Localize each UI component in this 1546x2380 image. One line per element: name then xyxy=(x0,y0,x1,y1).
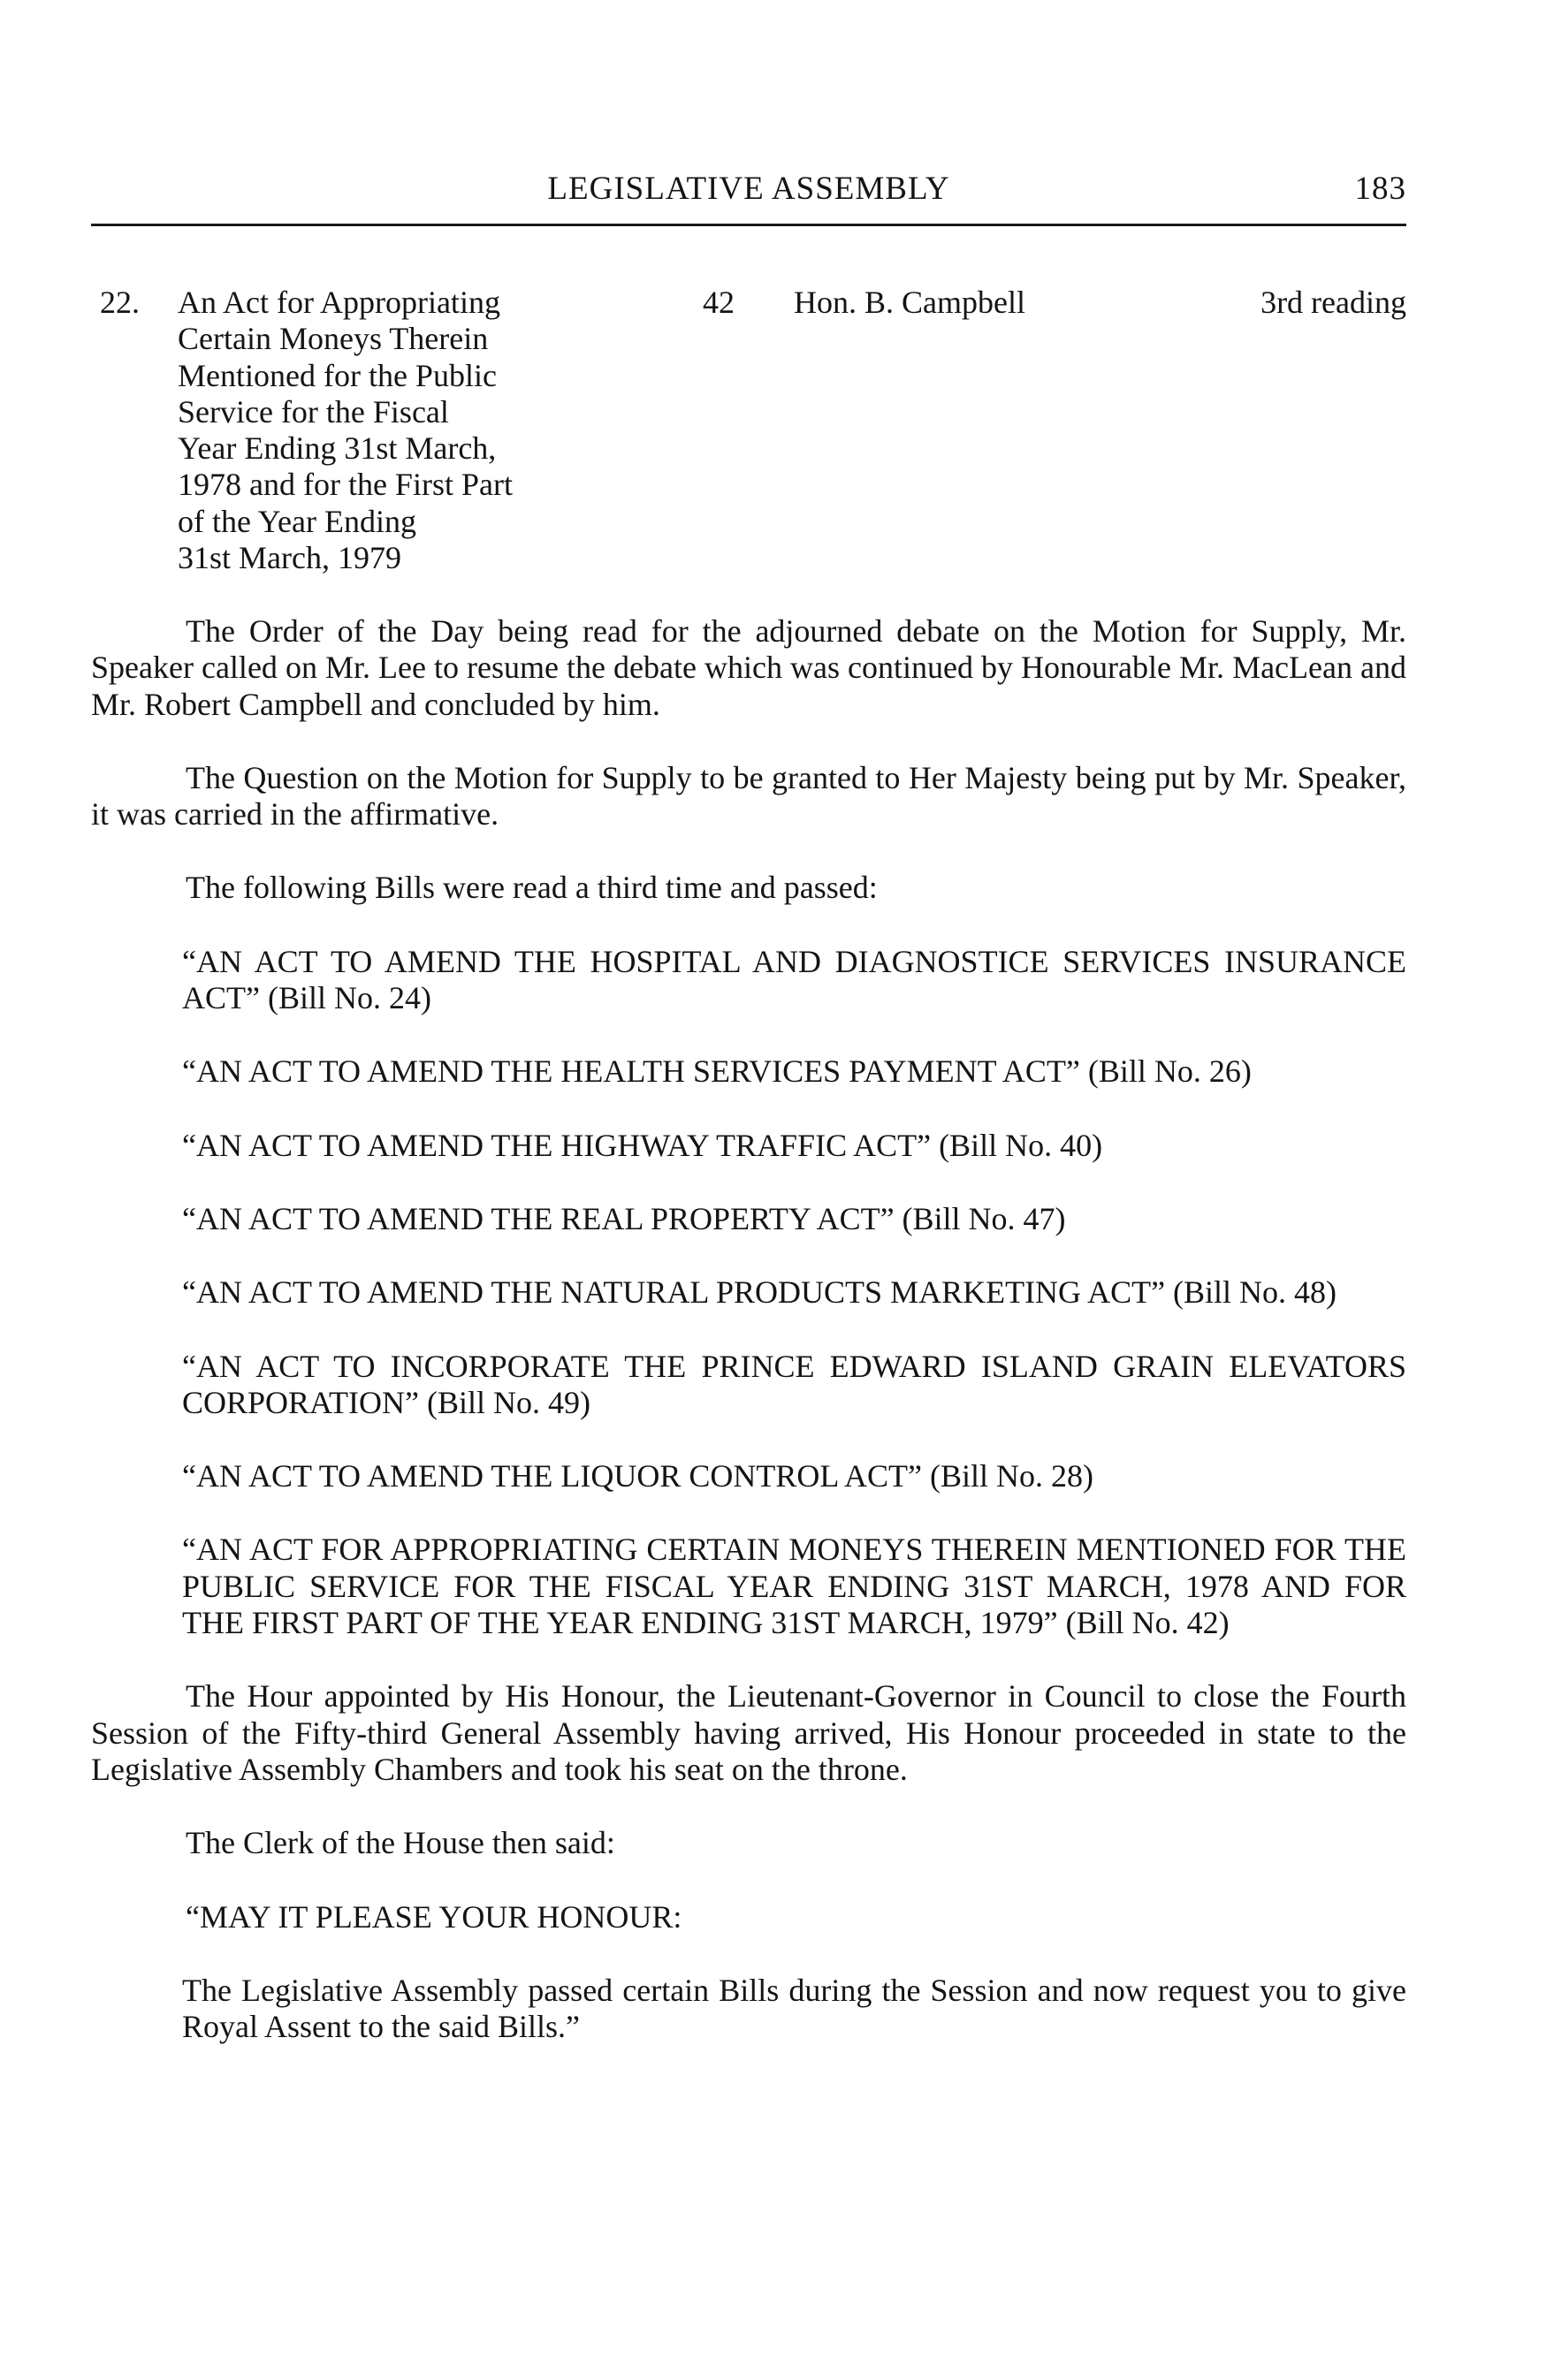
paragraph-hour-appointed: The Hour appointed by His Honour, the Lieutenant-Governor in Council to close the Fourth Session of the Fifty-third General Assembly having arrived, His Honour proceeded in state to the Legislative Assembly Chambers and took his seat on the throne. xyxy=(91,1678,1406,1787)
bill-entry-title xyxy=(178,285,726,576)
passed-bill-item: “AN ACT TO AMEND THE LIQUOR CONTROL ACT” (Bill No. 28) xyxy=(182,1458,1093,1494)
bill-entry-title-line: An Act for Appropriating xyxy=(178,285,500,320)
bill-entry-title-line: 1978 and for the First Part xyxy=(178,467,513,503)
bill-entry-title-line: Year Ending 31st March, xyxy=(178,430,497,467)
bill-entry-number: 22. xyxy=(100,285,140,320)
paragraph-clerk-said: The Clerk of the House then said: xyxy=(186,1825,615,1861)
paragraph-bills-intro: The following Bills were read a third time and passed: xyxy=(186,870,878,906)
paragraph-supply-question: The Question on the Motion for Supply to be granted to Her Majesty being put by Mr. Speaker, it was carried in the affirmative. xyxy=(91,759,1406,833)
bill-entry-mover: Hon. B. Campbell xyxy=(794,285,1025,320)
bill-entry-title-line: 31st March, 1979 xyxy=(178,540,401,576)
passed-bill-item: “AN ACT TO AMEND THE NATURAL PRODUCTS MARKETING ACT” (Bill No. 48) xyxy=(182,1274,1337,1311)
running-head-title: LEGISLATIVE ASSEMBLY xyxy=(547,171,950,207)
passed-bill-item: “AN ACT TO AMEND THE HIGHWAY TRAFFIC ACT” (Bill No. 40) xyxy=(182,1127,1103,1163)
running-head xyxy=(91,166,1406,212)
bill-entry-title-line: Mentioned for the Public xyxy=(178,357,497,393)
bill-entry-title-line: Certain Moneys Therein xyxy=(178,321,489,357)
bill-entry-title-line: Service for the Fiscal xyxy=(178,393,449,430)
bill-entry-bill-no: 42 xyxy=(703,285,735,320)
passed-bill-item: “AN ACT TO AMEND THE HEALTH SERVICES PAYMENT ACT” (Bill No. 26) xyxy=(182,1053,1252,1090)
passed-bill-item: “AN ACT FOR APPROPRIATING CERTAIN MONEYS THEREIN MENTIONED FOR THE PUBLIC SERVICE FOR THE FISCAL YEAR ENDING 31ST MARCH, 1978 AND FOR THE FIRST PART OF THE YEAR ENDING 31ST MARCH, 1979” (Bill No. 42) xyxy=(182,1532,1406,1641)
bill-entry-stage: 3rd reading xyxy=(1260,285,1406,320)
paragraph-request: The Legislative Assembly passed certain Bills during the Session and now request you to give Royal Assent to the said Bills.” xyxy=(182,1972,1406,2045)
bill-entry-title-line: of the Year Ending xyxy=(178,503,416,539)
page-body xyxy=(91,613,1406,2082)
paragraph-supply-debate: The Order of the Day being read for the adjourned debate on the Motion for Supply, Mr. Speaker called on Mr. Lee to resume the debate which was continued by Honourable Mr. MacLean and Mr. Robert Campbell and concluded by him. xyxy=(91,613,1406,722)
passed-bill-item: “AN ACT TO INCORPORATE THE PRINCE EDWARD ISLAND GRAIN ELEVATORS CORPORATION” (Bill No. 49) xyxy=(182,1348,1406,1420)
page-number: 183 xyxy=(1354,171,1406,207)
passed-bill-item: “AN ACT TO AMEND THE HOSPITAL AND DIAGNOSTICE SERVICES INSURANCE ACT” (Bill No. 24) xyxy=(182,943,1406,1016)
header-rule xyxy=(91,224,1406,226)
passed-bill-item: “AN ACT TO AMEND THE REAL PROPERTY ACT” (Bill No. 47) xyxy=(182,1200,1066,1236)
paragraph-address: “MAY IT PLEASE YOUR HONOUR: xyxy=(186,1898,682,1935)
